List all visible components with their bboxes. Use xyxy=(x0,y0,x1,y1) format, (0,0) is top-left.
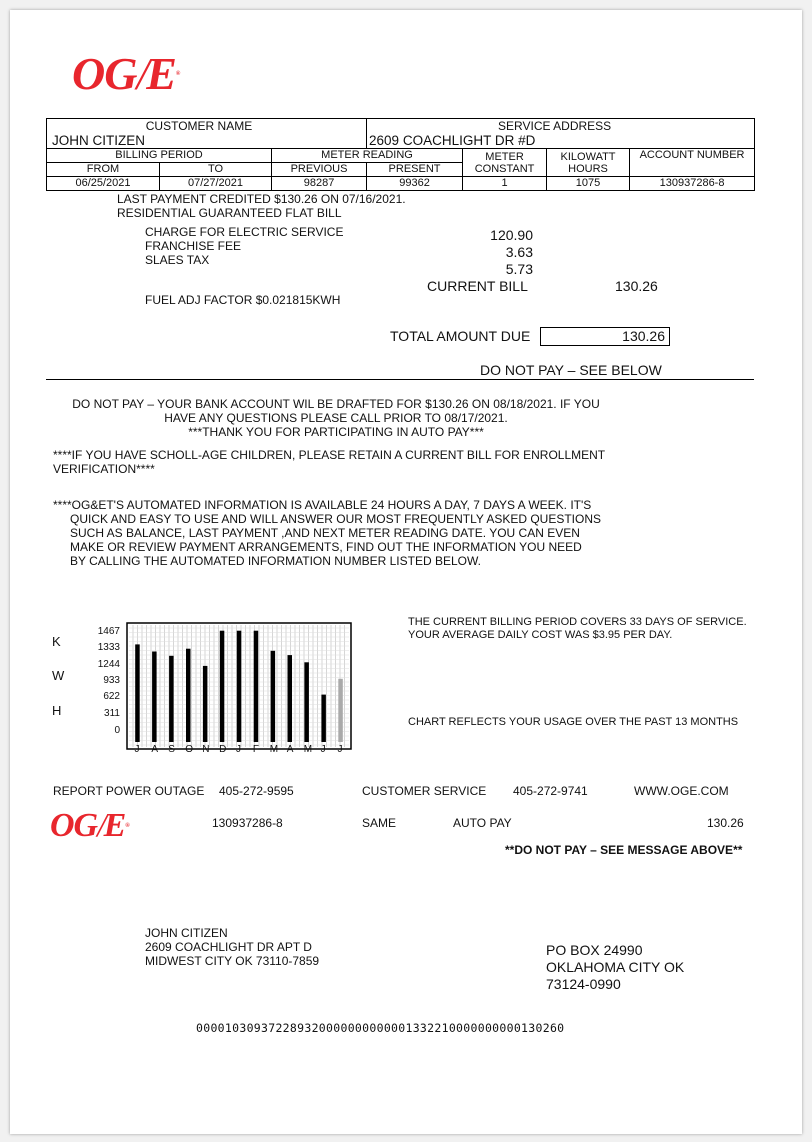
outage-phone: 405-272-9595 xyxy=(219,784,294,798)
usage-bar xyxy=(237,631,242,742)
tick-label: 1467 xyxy=(97,626,120,637)
stub-autopay: AUTO PAY xyxy=(453,816,512,830)
month-label: F xyxy=(252,744,259,755)
usage-bar xyxy=(304,662,309,742)
charge-amount-tax: 5.73 xyxy=(505,261,533,277)
mailing-address xyxy=(145,926,319,968)
service-address: 2609 COACHLIGHT DR #D xyxy=(369,133,536,148)
mailing-city: MIDWEST CITY OK 73110-7859 xyxy=(145,954,320,968)
usage-bar xyxy=(321,695,326,742)
total-due-box xyxy=(540,327,670,346)
usage-bar xyxy=(220,631,225,742)
charge-label-franchise: FRANCHISE FEE xyxy=(145,239,242,253)
fuel-adj-factor: FUEL ADJ FACTOR $0.021815KWH xyxy=(145,293,341,307)
customer-service-label: CUSTOMER SERVICE xyxy=(362,784,487,798)
tick-label: 0 xyxy=(114,725,120,736)
chart-month-labels xyxy=(118,744,358,758)
usage-bar xyxy=(288,655,293,742)
previous-reading: 98287 xyxy=(272,177,367,191)
meter-constant-label: METER CONSTANT xyxy=(463,149,547,177)
section-divider xyxy=(46,379,754,380)
month-label: A xyxy=(286,744,294,755)
usage-bar xyxy=(271,651,276,742)
remit-line1: PO BOX 24990 xyxy=(546,942,643,958)
automated-info-message: ****OG&ET'S AUTOMATED INFORMATION IS AVAILABLE 24 HOURS A DAY, 7 DAYS A WEEK. IT'S QUICK AND EASY TO USE AND WILL ANSWER OUR MOST FREQUENTLY ASKED QUESTIONS SUCH AS BALANCE, LAST PAYMENT ,AND NEXT METER READING DATE. YOU CAN EVEN MAKE OR REVIEW PAYMENT ARRANGEMENTS, FIND OUT THE INFORMATION YOU NEED BY CALLING THE AUTOMATED INFORMATION NUMBER LISTED BELOW. xyxy=(53,498,602,568)
billing-from: 06/25/2021 xyxy=(47,177,160,191)
mailing-street: 2609 COACHLIGHT DR APT D xyxy=(145,940,312,954)
month-label: J xyxy=(320,744,326,755)
oge-logo-small: OG/E® xyxy=(50,807,129,844)
service-address-label: SERVICE ADDRESS xyxy=(498,119,612,133)
usage-bar xyxy=(203,666,208,742)
stub-account-number: 130937286-8 xyxy=(212,816,283,830)
kwh-label: KILOWATT HOURS xyxy=(547,149,630,177)
total-due-amount: 130.26 xyxy=(622,328,665,344)
plan-name: RESIDENTIAL GUARANTEED FLAT BILL xyxy=(117,206,342,220)
charge-label-tax: SLAES TAX xyxy=(145,253,210,267)
chart-ylabel-h: H xyxy=(52,703,62,718)
usage-bar-chart xyxy=(126,622,352,750)
month-label: D xyxy=(219,744,227,755)
month-label: S xyxy=(168,744,175,755)
chart-ylabel-k: K xyxy=(52,634,61,649)
present-label: PRESENT xyxy=(367,163,463,177)
website-link[interactable]: WWW.OGE.COM xyxy=(634,784,729,798)
month-label: J xyxy=(134,744,140,755)
remit-address xyxy=(546,942,684,993)
month-label: J xyxy=(236,744,241,755)
tick-label: 311 xyxy=(104,708,120,719)
tick-label: 1244 xyxy=(97,659,120,670)
remit-line2: OKLAHOMA CITY OK xyxy=(546,959,685,975)
previous-label: PREVIOUS xyxy=(272,163,367,177)
usage-bar xyxy=(152,652,157,743)
to-label: TO xyxy=(160,163,272,177)
tick-label: 622 xyxy=(103,691,120,702)
chart-period-note: THE CURRENT BILLING PERIOD COVERS 33 DAYS OF SERVICE. YOUR AVERAGE DAILY COST WAS $3.95 PER DAY. xyxy=(408,616,747,641)
customer-name: JOHN CITIZEN xyxy=(52,133,145,148)
bill-page xyxy=(10,10,802,1134)
month-label: J xyxy=(337,744,343,755)
do-not-pay-header: DO NOT PAY – SEE BELOW xyxy=(480,362,662,378)
autopay-message: DO NOT PAY – YOUR BANK ACCOUNT WIL BE DRAFTED FOR $130.26 ON 08/18/2021. IF YOU HAVE ANY QUESTIONS PLEASE CALL PRIOR TO 08/17/2021. ***THANK YOU FOR PARTICIPATING IN AUTO PAY*** xyxy=(72,397,600,439)
customer-name-label: CUSTOMER NAME xyxy=(145,119,253,133)
present-reading: 99362 xyxy=(367,177,463,191)
remit-line3: 73124-0990 xyxy=(546,976,621,992)
tick-label: 933 xyxy=(103,675,120,686)
month-label: O xyxy=(185,744,193,755)
usage-bar xyxy=(169,656,174,742)
charge-amount-franchise: 3.63 xyxy=(505,244,533,260)
last-payment: LAST PAYMENT CREDITED $130.26 ON 07/16/2021. xyxy=(117,192,406,206)
scan-line: 000010309372289320000000000001332210000000000130260 xyxy=(196,1021,565,1035)
tick-label: 1333 xyxy=(97,642,120,653)
from-label: FROM xyxy=(47,163,160,177)
month-label: M xyxy=(303,744,313,755)
meter-reading-label: METER READING xyxy=(272,149,463,163)
billing-period-label: BILLING PERIOD xyxy=(47,149,272,163)
total-due-label: TOTAL AMOUNT DUE xyxy=(390,328,531,344)
chart-tick-labels xyxy=(82,622,120,742)
stub-do-not-pay: **DO NOT PAY – SEE MESSAGE ABOVE** xyxy=(505,843,743,857)
account-number-label: ACCOUNT NUMBER xyxy=(630,149,755,177)
usage-bar xyxy=(186,649,191,742)
account-header-table xyxy=(46,118,755,191)
usage-bar xyxy=(338,679,343,742)
mailing-name: JOHN CITIZEN xyxy=(145,926,228,940)
usage-bar xyxy=(135,644,140,742)
usage-bar xyxy=(254,631,259,742)
chart-reflects-note: CHART REFLECTS YOUR USAGE OVER THE PAST 13 MONTHS xyxy=(408,716,739,728)
meter-constant: 1 xyxy=(463,177,547,191)
month-label: N xyxy=(202,744,210,755)
month-label: A xyxy=(151,744,159,755)
outage-label: REPORT POWER OUTAGE xyxy=(53,784,205,798)
month-label: M xyxy=(269,744,279,755)
charge-amount-electric: 120.90 xyxy=(490,227,533,243)
stub-same: SAME xyxy=(362,816,397,830)
current-bill-label: CURRENT BILL xyxy=(427,278,528,294)
customer-service-phone: 405-272-9741 xyxy=(513,784,588,798)
billing-to: 07/27/2021 xyxy=(160,177,272,191)
account-number: 130937286-8 xyxy=(630,177,755,191)
oge-logo: OG/E® xyxy=(72,48,180,99)
school-message: ****IF YOU HAVE SCHOLL-AGE CHILDREN, PLEASE RETAIN A CURRENT BILL FOR ENROLLMENT VERIFICATION**** xyxy=(53,448,606,476)
current-bill-amount: 130.26 xyxy=(615,278,658,294)
kilowatt-hours: 1075 xyxy=(547,177,630,191)
chart-ylabel-w: W xyxy=(52,668,65,683)
stub-amount: 130.26 xyxy=(707,816,744,830)
charge-label-electric: CHARGE FOR ELECTRIC SERVICE xyxy=(145,225,344,239)
